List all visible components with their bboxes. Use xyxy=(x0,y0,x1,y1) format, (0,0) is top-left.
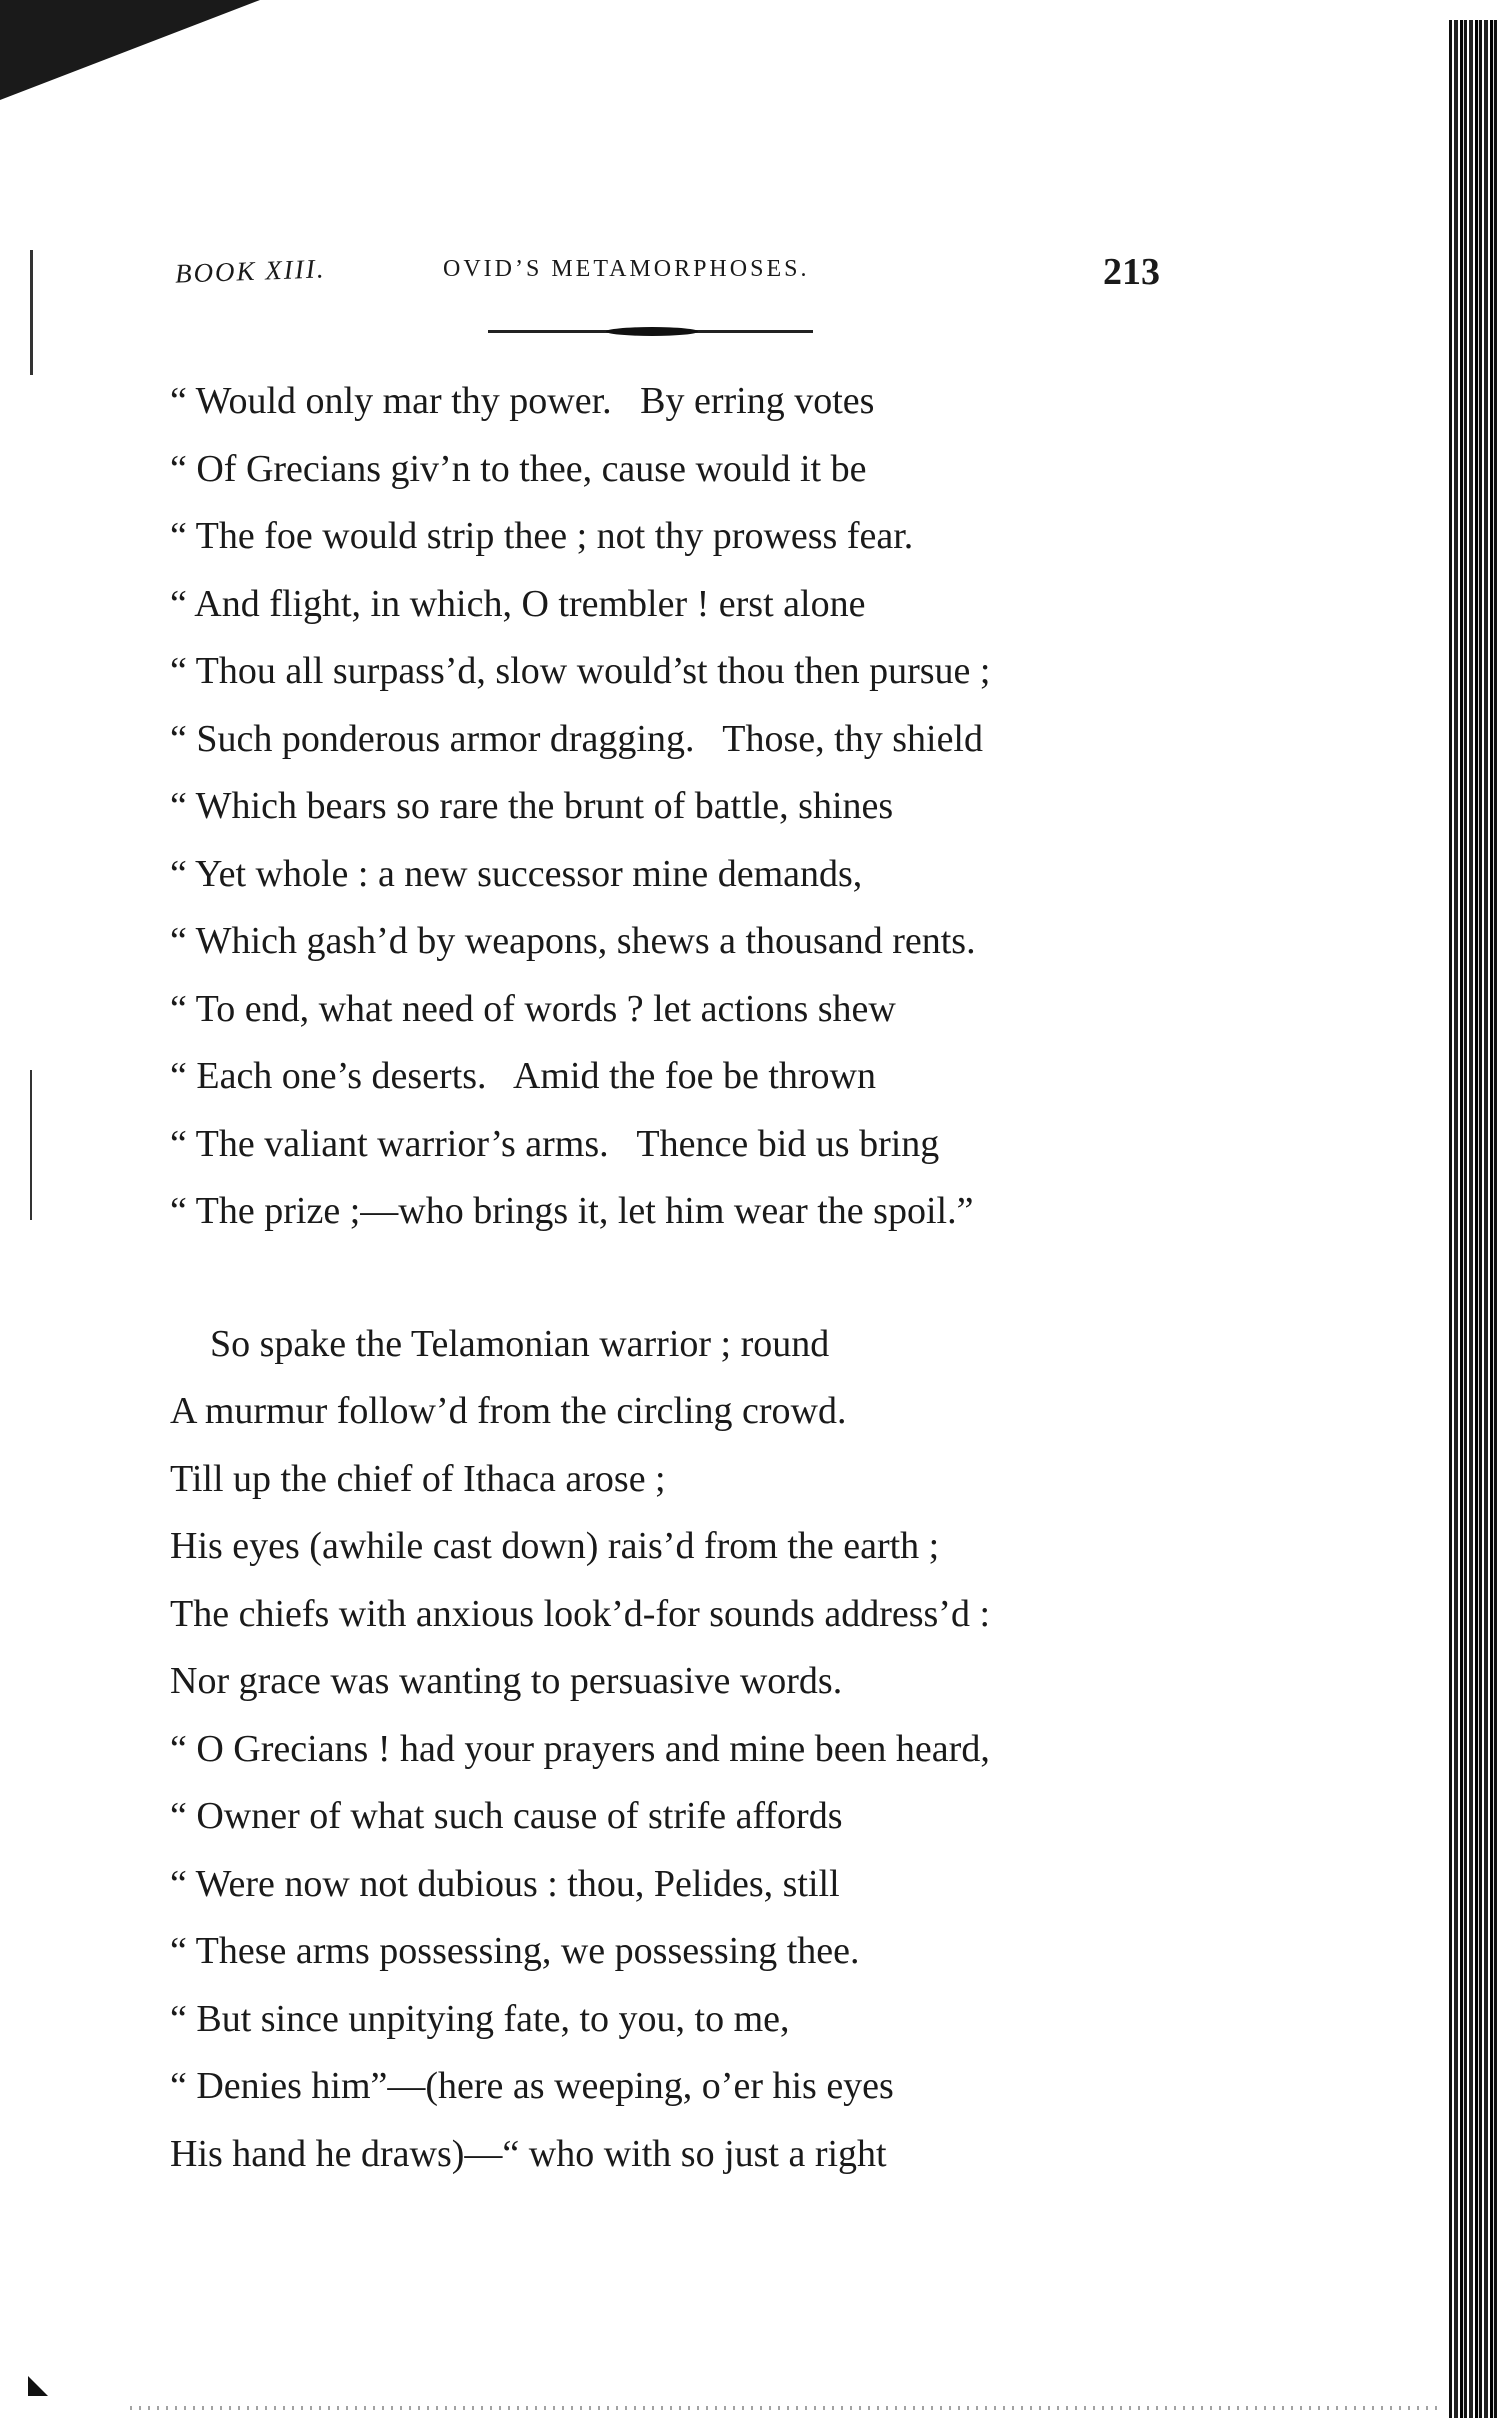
verse-line: His eyes (awhile cast down) rais’d from the earth ; xyxy=(170,1525,940,1567)
scan-edge-mark xyxy=(30,1070,32,1220)
scan-footer-noise xyxy=(130,2406,1439,2410)
scan-corner-shadow xyxy=(0,0,260,100)
verse-line: “ Denies him”—(here as weeping, o’er his eyes xyxy=(170,2065,894,2107)
verse-line: Till up the chief of Ithaca arose ; xyxy=(170,1457,666,1500)
verse-line: “ Which gash’d by weapons, shews a thousand rents. xyxy=(170,920,976,962)
verse-line: “ The foe would strip thee ; not thy prowess fear. xyxy=(170,515,914,557)
scan-corner-mark xyxy=(28,2376,48,2396)
verse-line: “ Owner of what such cause of strife affords xyxy=(170,1795,843,1837)
verse-line: “ And flight, in which, O trembler ! erst alone xyxy=(170,582,866,625)
verse-line: “ O Grecians ! had your prayers and mine been heard, xyxy=(170,1727,990,1770)
verse-line: “ Of Grecians giv’n to thee, cause would it be xyxy=(170,447,867,490)
verse-line: “ These arms possessing, we possessing thee. xyxy=(170,1930,860,1972)
page-number: 213 xyxy=(1103,251,1160,293)
ornamental-rule xyxy=(488,330,813,333)
verse-line: “ To end, what need of words ? let actions shew xyxy=(170,987,896,1030)
scan-edge-mark xyxy=(30,250,33,375)
poem-text xyxy=(170,368,1170,2188)
verse-line: “ Were now not dubious : thou, Pelides, still xyxy=(170,1862,840,1905)
work-title: OVID’S METAMORPHOSES. xyxy=(443,256,810,282)
stanza-1 xyxy=(170,368,1170,1246)
verse-line: Nor grace was wanting to persuasive words. xyxy=(170,1660,843,1702)
stanza-break xyxy=(170,1246,1170,1311)
stanza-2 xyxy=(170,1311,1170,2189)
book-spine-edge xyxy=(1449,20,1499,2418)
verse-line: “ Yet whole : a new successor mine demands, xyxy=(170,852,863,895)
verse-line: A murmur follow’d from the circling crowd. xyxy=(170,1390,847,1432)
verse-line: “ The prize ;—who brings it, let him wear the spoil.” xyxy=(170,1190,974,1232)
verse-line: “ Each one’s deserts. Amid the foe be thrown xyxy=(170,1055,876,1097)
verse-line: His hand he draws)—“ who with so just a right xyxy=(170,2132,887,2175)
book-number: BOOK XIII. xyxy=(174,253,326,289)
verse-line: So spake the Telamonian warrior ; round xyxy=(210,1322,830,1365)
running-head xyxy=(174,250,1175,293)
verse-line: “ Which bears so rare the brunt of battle, shines xyxy=(170,785,894,827)
verse-line: “ Such ponderous armor dragging. Those, thy shield xyxy=(170,717,983,760)
verse-line: “ But since unpitying fate, to you, to me, xyxy=(170,1997,790,2040)
verse-line: The chiefs with anxious look’d-for sounds address’d : xyxy=(170,1592,991,1635)
verse-line: “ The valiant warrior’s arms. Thence bid us bring xyxy=(170,1122,940,1165)
verse-line: “ Would only mar thy power. By erring votes xyxy=(170,380,875,422)
verse-line: “ Thou all surpass’d, slow would’st thou then pursue ; xyxy=(170,650,991,692)
